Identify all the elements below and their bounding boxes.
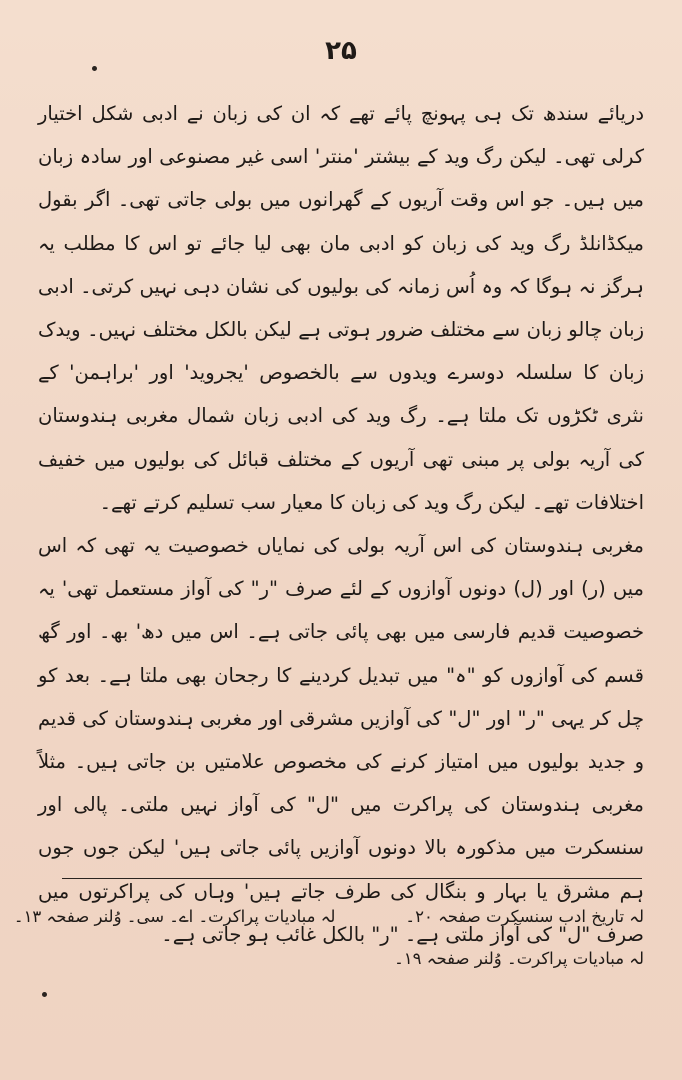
- main-text: [38, 92, 644, 956]
- footnote-row: [13, 896, 644, 938]
- ink-speck: [92, 66, 97, 71]
- footnote-divider: [62, 878, 642, 879]
- paragraph-1: دریائے سندھ تک ہی پہونچ پائے تھے کہ ان کی زبان نے ادبی شکل اختیار کرلی تھی۔ لیکن رگ وید کے بیشتر 'منتر' اسی غیر مصنوعی اور سادہ زبان میں ہیں۔ جو اس وقت آریوں کے گھرانوں میں بولی جاتی تھی۔ اگر بقول میکڈانلڈ رگ وید کی زبان کو ادبی مان بھی لیا جائے تو اس کا مطلب یہ ہرگز نہ ہوگا کہ وہ اُس زمانہ کی بولیوں کی نشان دہی نہیں کرتی۔ ادبی زبان چالو زبان سے مختلف ضرور ہوتی ہے لیکن بالکل مختلف نہیں۔ ویدک زبان کا سلسلہ دوسرے ویدوں سے بالخصوص 'یجروید' اور 'براہمن' کے نثری ٹکڑوں تک ملتا ہے۔ رگ وید کی ادبی زبان شمال مغربی ہندوستان کی آریہ بولی پر مبنی تھی آریوں کے مختلف قبائل کی بولیوں میں خفیف اختلافات تھے۔ لیکن رگ وید کی زبان کا معیار سب تسلیم کرتے تھے۔: [38, 102, 644, 514]
- footnotes: [13, 896, 644, 980]
- ink-speck: [42, 992, 47, 997]
- footnote-3: لہ مبادیات پراکرت۔ وُلنر صفحہ ۱۹۔: [394, 949, 644, 968]
- page-number: ۲۵: [325, 36, 357, 66]
- footnote-2: لہ مبادیات پراکرت۔ اے۔ سی۔ وُلنر صفحہ ۱۳۔: [13, 907, 336, 926]
- paragraph-2: مغربی ہندوستان کی اس آریہ بولی کی نمایاں خصوصیت یہ تھی کہ اس میں (ر) اور (ل) دونوں آوازوں کے لئے صرف "ر" کی آواز مستعمل تھی' یہ خصوصیت قدیم فارسی میں بھی پائی جاتی ہے۔ اس میں دھ' بھ۔ اور گھ قسم کی آوازوں کو "ہ" میں تبدیل کردینے کا رجحان بھی ملتا ہے۔ بعد کو چل کر یہی "ر" اور "ل" کی آوازیں مشرقی اور مغربی ہندوستان کی قدیم و جدید بولیوں میں امتیاز کرنے کی مخصوص علامتیں بن جاتی ہیں۔ مثلاً مغربی ہندوستان کی پراکرت میں "ل" کی آواز نہیں ملتی۔ پالی اور سنسکرت میں مذکورہ بالا دونوں آوازیں پائی جاتی ہیں' لیکن جوں جوں ہم مشرق یا بہار و بنگال کی طرف جاتے ہیں' وہاں کی پراکرتوں میں صرف "ل" کی آواز ملتی ہے۔ "ر" بالکل غائب ہو جاتی ہے۔: [38, 534, 644, 946]
- footnote-1: لہ تاریخ ادب سنسکرت صفحہ ۲۰۔: [405, 907, 644, 926]
- footnote-row: [46, 938, 644, 980]
